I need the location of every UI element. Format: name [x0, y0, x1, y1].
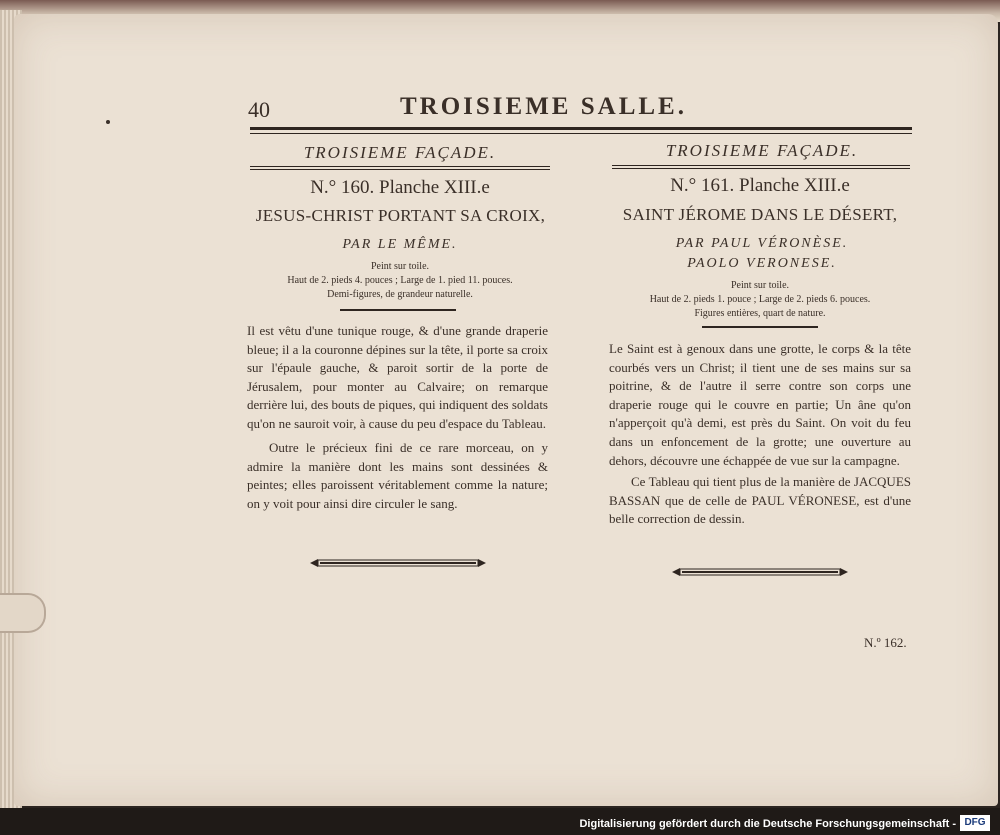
header-rule — [250, 127, 912, 130]
facade-rule-right — [612, 165, 910, 166]
detail-line: Haut de 2. pieds 1. pouce ; Large de 2. pieds 6. pouces. — [649, 294, 871, 305]
detail-line: Peint sur toile. — [370, 261, 430, 272]
facade-rule-left — [250, 166, 550, 167]
facade-heading-left: TROISIEME FAÇADE. — [303, 143, 497, 162]
separator-right — [702, 326, 818, 328]
funding-notice: Digitalisierung gefördert durch die Deutsche Forschungsgemeinschaft - — [579, 818, 956, 830]
page-number: 40 — [248, 97, 270, 122]
catchword: N.º 162. — [864, 635, 907, 650]
byline-left: PAR LE MÊME. — [342, 237, 458, 252]
ornament-left — [310, 558, 486, 568]
details-right — [610, 279, 910, 321]
facade-heading-right: TROISIEME FAÇADE. — [665, 141, 859, 160]
byline-right: PAR PAUL VÉRONÈSE. — [675, 236, 849, 251]
ornament-right — [672, 567, 848, 577]
detail-line: Figures entières, quart de nature. — [694, 308, 826, 319]
detail-line: Peint sur toile. — [730, 280, 790, 291]
paragraph-right-2: Ce Tableau qui tient plus de la manière de JACQUES BASSAN que de celle de PAUL VÉRONESE, est d'une belle correction de dessin. — [609, 474, 911, 527]
detail-line: Haut de 2. pieds 4. pouces ; Large de 1. pied 11. pouces. — [287, 275, 513, 286]
ink-spot — [106, 120, 110, 124]
subject-left: JESUS-CHRIST PORTANT SA CROIX, — [255, 206, 546, 225]
detail-line: Demi-figures, de grandeur naturelle. — [327, 289, 473, 300]
details-left — [250, 260, 550, 302]
paragraph-left-2: Outre le précieux fini de ce rare morceau, on y admire la manière dont les mains sont dessinées & peintes; elles paroissent véritablement comme la nature; on y voit pour ainsi dire circuler le sang. — [247, 440, 548, 511]
plate-title-left: N.° 160. Planche XIII.e — [310, 177, 490, 198]
dfg-logo: DFG — [960, 815, 990, 831]
byline-right-italian: PAOLO VERONESE. — [687, 256, 837, 271]
subject-right: SAINT JÉROME DANS LE DÉSERT, — [622, 205, 898, 224]
page-tab — [0, 593, 46, 633]
paragraph-right-1: Le Saint est à genoux dans une grotte, le corps & la tête courbés vers un Christ; il tient une de ses mains sur sa poitrine, & de l'autre il serre contre son corps une draperie rouge qui le couvre en partie; Un âne qu'on n'apperçoit qu'à demi, est près du Saint. On voit du feu dans un enfoncement de la grotte; une ouverture au dehors, découvre une échappée de vue sur la campagne. — [609, 341, 911, 468]
running-title: TROISIEME SALLE. — [400, 93, 687, 120]
plate-title-right: N.° 161. Planche XIII.e — [670, 175, 850, 196]
paragraph-left-1: Il est vêtu d'une tunique rouge, & d'une grande draperie bleue; il a la couronne dépines sur la tête, il porte sa croix sur l'épaule gauche, & paroit sortir de la porte de Jérusalem, pour monter au Calvaire; on remarque derrière lui, des bouts de piques, qui indiquent des soldats qu'on ne sauroit voir, à cause du peu d'espace du Tableau. — [247, 323, 548, 431]
separator-left — [340, 309, 456, 311]
